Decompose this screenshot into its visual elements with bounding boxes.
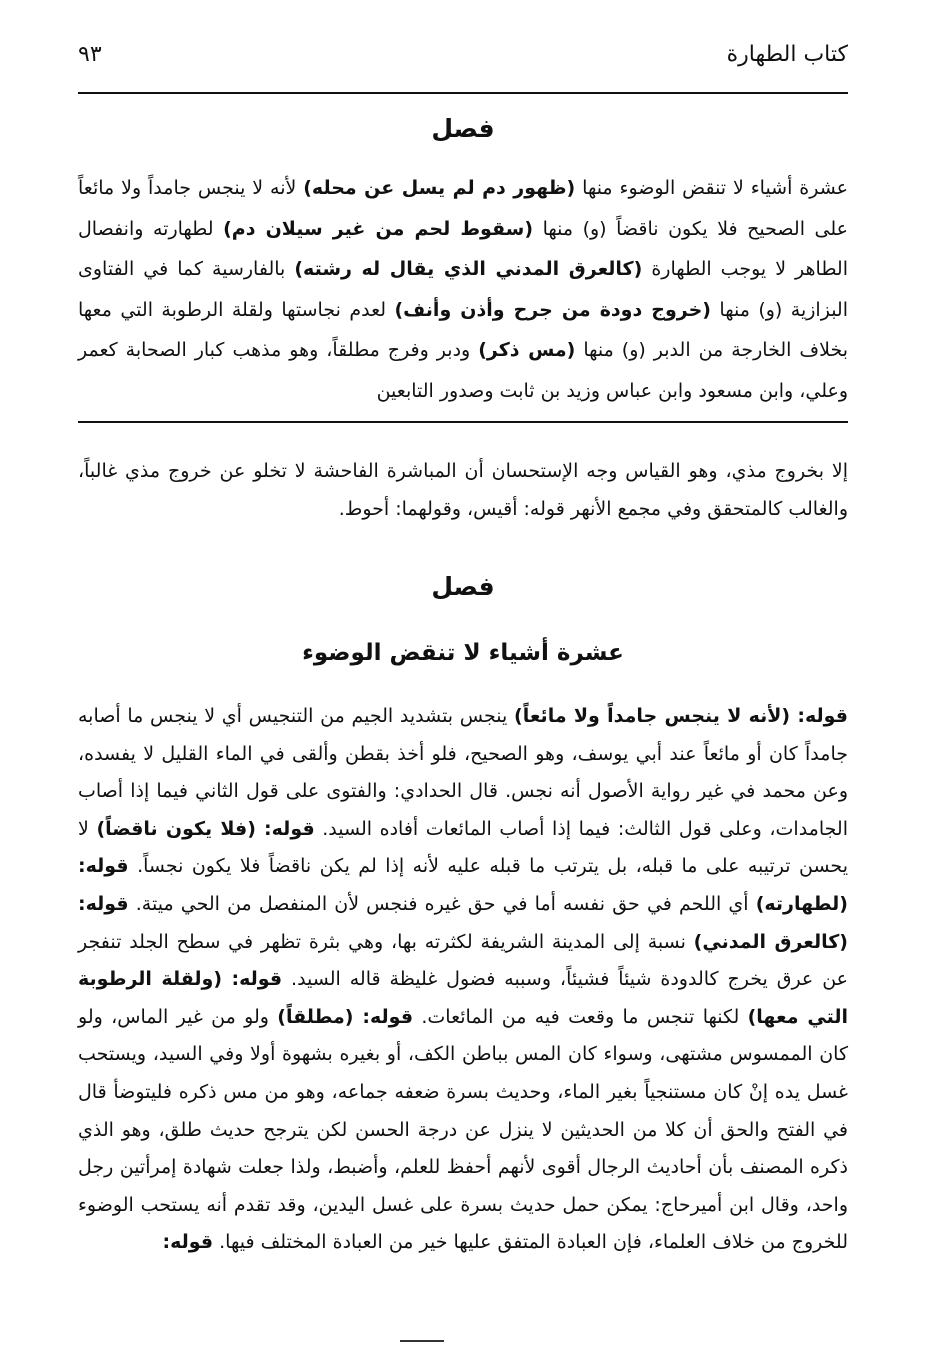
bold-phrase: قوله: (مطلقاً) bbox=[277, 1005, 414, 1028]
bold-phrase: قوله: (فلا يكون ناقضاً) bbox=[96, 817, 315, 840]
text-run: لعدم نجاستها ولقلة الرطوبة التي معها بخلاف الخارجة من الدبر (و) منها bbox=[78, 298, 848, 361]
commentary-paragraph bbox=[78, 698, 848, 1262]
text-run: لأنه لا ينجس جامداً ولا مائعاً على الصحيح فلا يكون ناقضاً (و) منها bbox=[78, 177, 848, 240]
footnote-paragraph: إلا بخروج مذي، وهو القياس وجه الإستحسان أن المباشرة الفاحشة لا تخلو عن خروج مذي غالباً، والغالب كالمتحقق وفي مجمع الأنهر قوله: أقيس، وقولهما: أحوط. bbox=[78, 460, 848, 520]
main-paragraph bbox=[78, 168, 848, 411]
bold-phrase: (سقوط لحم من غير سيلان دم) bbox=[223, 217, 534, 240]
main-text bbox=[78, 168, 848, 411]
bold-phrase: قوله: bbox=[162, 1231, 214, 1254]
page-end-mark bbox=[400, 1340, 444, 1342]
section-heading: فصل bbox=[431, 114, 495, 143]
text-run: لا يحسن ترتيبه على ما قبله، بل يترتب ما قبله عليه لأنه إذا لم يكن ناقضاً فلا يكون نجساً. bbox=[78, 817, 848, 878]
bold-phrase: قوله: (لطهارته) bbox=[78, 855, 848, 915]
page-number: ٩٣ bbox=[78, 42, 102, 67]
footnote-separator bbox=[78, 421, 848, 423]
text-run: عشرة أشياء لا تنقض الوضوء منها bbox=[575, 177, 849, 199]
bold-phrase: قوله: (لأنه لا ينجس جامداً ولا مائعاً) bbox=[514, 705, 848, 727]
bold-phrase: (مس ذكر) bbox=[478, 339, 576, 361]
text-run: لطهارته وانفصال الطاهر لا يوجب الطهارة bbox=[78, 217, 848, 280]
bold-phrase: (ظهور دم لم يسل عن محله) bbox=[303, 177, 576, 199]
text-run: لكنها تنجس ما وقعت فيه من المائعات. bbox=[413, 1005, 748, 1028]
bold-phrase: قوله: (كالعرق المدني) bbox=[78, 892, 848, 953]
commentary-section-heading: فصل bbox=[431, 572, 495, 601]
text-run: ينجس بتشديد الجيم من التنجيس أي لا ينجس ما أصابه جامداً كان أو مائعاً عند أبي يوسف، وهو الصحيح، فلو أخذ بقطن وألقى في الماء القليل لا يفسده، وعن محمد في غير رواية الأصول أنه نجس. قال الحدادي: والفتوى على قول الثاني فيما إذا أصاب الجامدات، وعلى قول الثالث: فيما إذا أصاب المائعات أفاده السيد. bbox=[78, 705, 848, 840]
text-run: نسبة إلى المدينة الشريفة لكثرته بها، وهي بثرة تظهر في سطح الجلد تنفجر عن عرق يخرج كالدودة شيئاً فشيئاً، وسببه فضول غليظة قاله السيد. bbox=[78, 930, 848, 991]
text-run: ولو من غير الماس، ولو كان الممسوس مشتهى، وسواء كان المس بباطن الكف، أو بغيره بشهوة أولا وفي السيد، ويستحب غسل يده إنْ كان مستنجياً بغير الماء، وحديث بسرة ضعفه جماعه، وهو من مس ذكره فليتوضأ قال في الفتح والحق أن كلا من الحديثين لا ينزل عن درجة الحسن لكن يترجح حديث طلق، وهو الذي ذكره المصنف بأن أحاديث الرجال أقوى لأنهم أحفظ للعلم، وأضبط، ولذا جعلت شهادة إمرأتين رجل واحد، وقال ابن أميرحاج: يمكن حمل حديث بسرة على غسل اليدين، وقد تقدم أنه يستحب الوضوء للخروج من خلاف العلماء، فإن العبادة المتفق عليها خير من العبادة المختلف فيها. bbox=[78, 1005, 848, 1254]
commentary-subheading: عشرة أشياء لا تنقض الوضوء bbox=[302, 640, 624, 666]
page-header bbox=[78, 40, 848, 80]
footnote bbox=[78, 452, 848, 528]
header-rule bbox=[78, 92, 848, 94]
text-run: بالفارسية كما في الفتاوى البزازية (و) منها bbox=[78, 258, 848, 321]
text-run: أي اللحم في حق نفسه أما في حق غيره فنجس لأن المنفصل من الحي ميتة. bbox=[128, 892, 756, 915]
commentary-text bbox=[78, 698, 848, 1262]
bold-phrase: (كالعرق المدني الذي يقال له رشته) bbox=[294, 258, 643, 280]
bold-phrase: قوله: (ولقلة الرطوبة التي معها) bbox=[78, 968, 849, 1028]
book-title: كتاب الطهارة bbox=[726, 42, 848, 67]
bold-phrase: (خروج دودة من جرح وأذن وأنف) bbox=[394, 298, 711, 321]
text-run: ودبر وفرج مطلقاً، وهو مذهب كبار الصحابة كعمر وعلي، وابن مسعود وابن عباس وزيد بن ثابت وصدور التابعين bbox=[78, 339, 848, 402]
